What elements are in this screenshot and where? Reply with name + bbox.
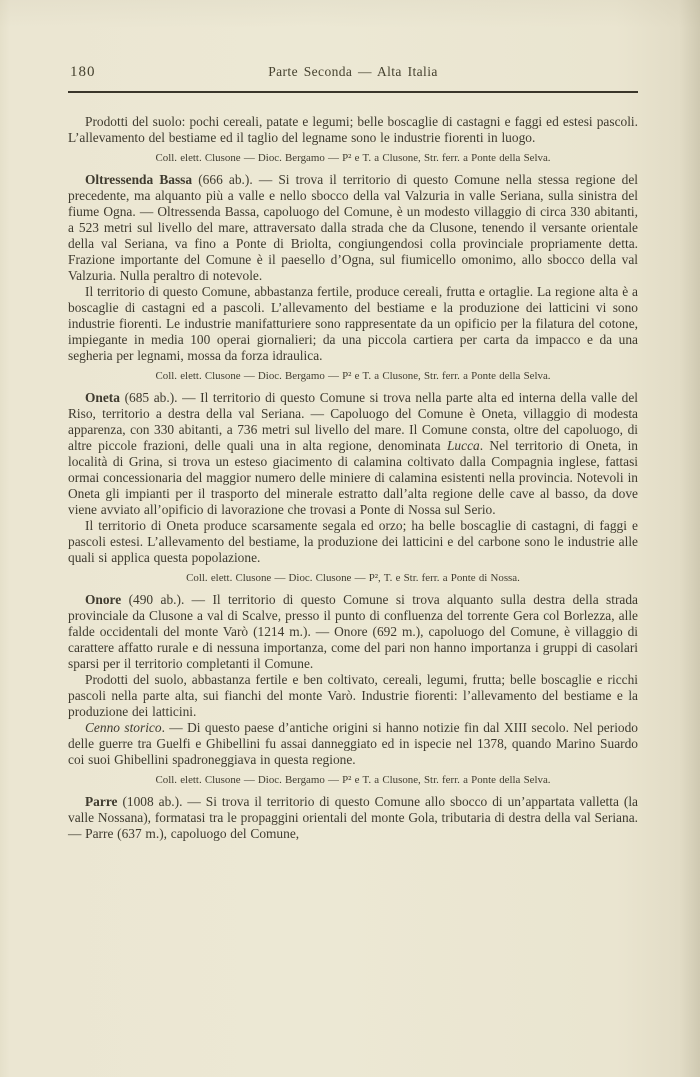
para-oltressenda-1-text: (666 ab.). — Si trova il territorio di questo Comune nella stessa regione del precedente, ma alquanto più a valle e nello sbocco della val Valzuria in valle Seriana, sulla sinistra del fiume Ogna. — Oltressenda Bassa, capoluogo del Comune, è un modesto villaggio di circa 330 abitanti, a 523 metri sul livello del mare, attraversato dalla strada che da Clusone, tenendo il versante orientale della val Seriana, va fino a Ponte di Briolta, congiungendosi colla provinciale propriamente detta. Frazione importante del Comune è il paesello d’Ogna, sul fiumicello omonimo, allo sbocco della val Valzuria. Nulla peraltro di notevole. bbox=[68, 172, 638, 283]
para-oneta-1-text-b: . Nel territorio di Oneta, in località di Grina, si trova un esteso giacimento di calamina coltivato dalla Compagnia inglese, fattasi ormai concessionaria del maggior numero delle miniere di calamina esistenti nella provincia. Notevoli in Oneta gli impianti per il trasporto del minerale estratto dall’alta regione delle cave al basso, da dove viene avviato all’opificio di lavorazione che trovasi a Ponte di Nossa sul Serio. bbox=[68, 438, 638, 517]
para-oneta-2-text: Il territorio di Oneta produce scarsamente segala ed orzo; ha belle boscaglie di castagni, di faggi e pascoli estesi. L’allevamento del bestiame, la produzione dei latticini e del carbone sono le industrie alle quali si applica questa popolazione. bbox=[68, 518, 638, 565]
para-oltressenda-2 bbox=[68, 284, 638, 364]
meta-coll-elett-4: Coll. elett. Clusone — Dioc. Bergamo — P² e T. a Clusone, Str. ferr. a Ponte della Selva. bbox=[155, 774, 551, 786]
para-onore-1-text: (490 ab.). — Il territorio di questo Comune si trova alquanto sulla destra della strada provinciale da Clusone a val di Scalve, presso il punto di confluenza del torrente Gera col Borlezza, alle falde occidentali del monte Varò (1214 m.). — Onore (692 m.), capoluogo del Comune, è villaggio di carattere affatto rurale e di nessuna importanza, come del pari non hanno importanza i gruppi di casolari sparsi per il territorio completanti il Comune. bbox=[68, 592, 638, 671]
running-title: Parte Seconda — Alta Italia bbox=[268, 64, 438, 79]
para-prodotti-text: Prodotti del suolo: pochi cereali, patate e legumi; belle boscaglie di castagni e faggi ed estesi pascoli. L’allevamento del bestiame ed il taglio del legname sono le industrie fiorenti in luogo. bbox=[68, 114, 638, 145]
commune-name-onore: Onore bbox=[85, 592, 122, 607]
para-oneta-2 bbox=[68, 518, 638, 566]
para-oneta-1 bbox=[68, 390, 638, 518]
para-cenno-storico-text: . — Di questo paese d’antiche origini si hanno notizie fin dal XIII secolo. Nel periodo delle guerre tra Guelfi e Ghibellini fu assai danneggiato ed in ispecie nel 1378, quando Marino Suardo coi suoi Ghibellini spadroneggiava in questa regione. bbox=[68, 720, 638, 767]
page-header bbox=[68, 64, 638, 84]
frazione-name-lucca: Lucca bbox=[446, 438, 480, 453]
para-parre-1 bbox=[68, 794, 638, 842]
page-body bbox=[68, 114, 638, 842]
meta-coll-elett-2: Coll. elett. Clusone — Dioc. Bergamo — P² e T. a Clusone, Str. ferr. a Ponte della Selva. bbox=[155, 370, 551, 382]
meta-coll-elett-1: Coll. elett. Clusone — Dioc. Bergamo — P² e T. a Clusone, Str. ferr. a Ponte della Selva. bbox=[155, 152, 551, 164]
commune-name-parre: Parre bbox=[85, 794, 118, 809]
para-oneta-1-text-a: (685 ab.). — Il territorio di questo Comune si trova nella parte alta ed interna della valle del Riso, territorio a destra della val Seriana. — Capoluogo del Comune è Oneta, villaggio di modesta apparenza, con 330 abitanti, a 736 metri sul livello del mare. Il Comune consta, oltre del capoluogo, di altre piccole frazioni, delle quali una in alta regione, denominata bbox=[68, 390, 638, 453]
para-oltressenda-1 bbox=[68, 172, 638, 284]
para-parre-1-text: (1008 ab.). — Si trova il territorio di questo Comune allo sbocco di un’appartata valletta (la valle Nossana), formatasi tra le propaggini orientali del monte Gola, tributaria di destra della val Seriana. — Parre (637 m.), capoluogo del Comune, bbox=[68, 794, 638, 841]
header-rule bbox=[68, 91, 638, 93]
para-onore-1 bbox=[68, 592, 638, 672]
para-onore-2-text: Prodotti del suolo, abbastanza fertile e ben coltivato, cereali, legumi, frutta; belle boscaglie e ricchi pascoli nella parte alta, sui fianchi del monte Varò. Industrie fiorenti: l’allevamento del bestiame e la produzione dei latticini. bbox=[68, 672, 638, 719]
commune-name-oltressenda: Oltressenda Bassa bbox=[85, 172, 193, 187]
para-prodotti-suolo bbox=[68, 114, 638, 146]
para-onore-2 bbox=[68, 672, 638, 720]
meta-coll-elett-3: Coll. elett. Clusone — Dioc. Clusone — P², T. e Str. ferr. a Ponte di Nossa. bbox=[186, 572, 520, 584]
para-onore-cenno-storico bbox=[68, 720, 638, 768]
cenno-storico-label: Cenno storico bbox=[85, 720, 162, 735]
page-number: 180 bbox=[70, 64, 96, 80]
para-oltressenda-2-text: Il territorio di questo Comune, abbastanza fertile, produce cereali, frutta e ortaglie. La regione alta è a boscaglie di castagni ed a pascoli. L’allevamento del bestiame e la produzione dei latticini vi sono industrie fiorenti. Le industrie manifatturiere sono rappresentate da un opificio per la filatura del cotone, impiegante in media 100 operai giornalieri; da una piccola cartiera per carta da impacco e da una segheria per legnami, mossa da forza idraulica. bbox=[68, 284, 638, 363]
commune-name-oneta: Oneta bbox=[85, 390, 120, 405]
text-column bbox=[68, 64, 638, 842]
